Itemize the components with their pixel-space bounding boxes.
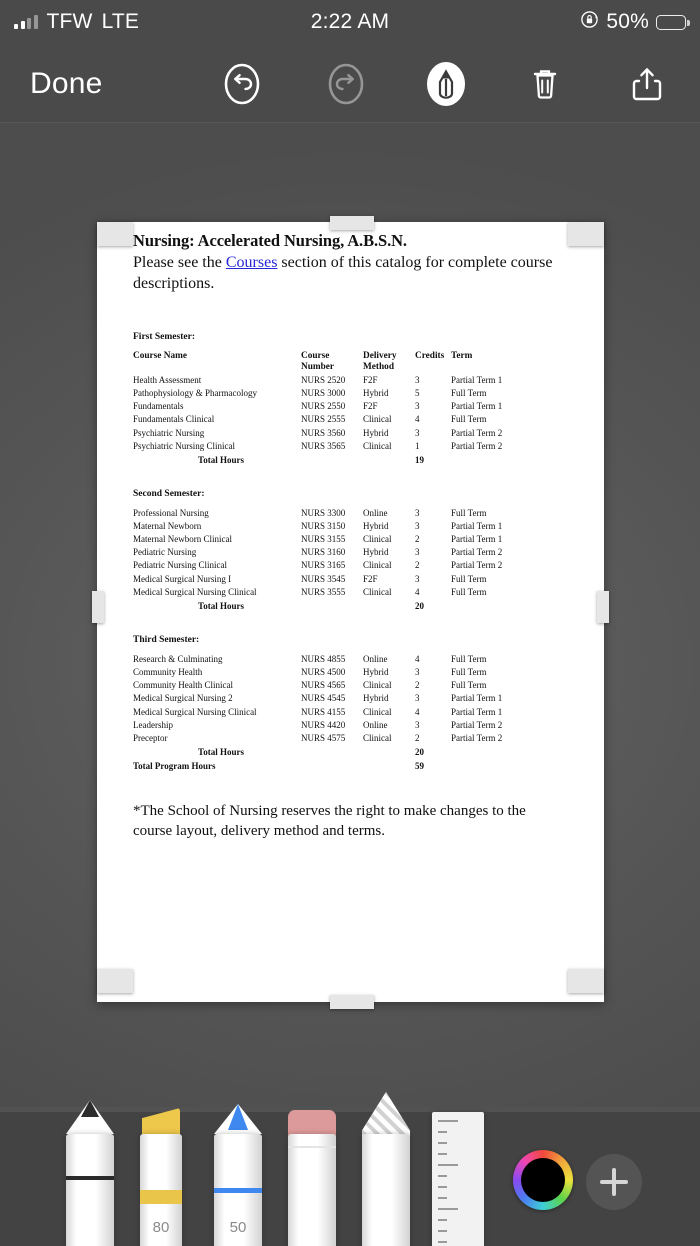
done-button[interactable]: Done (30, 66, 103, 100)
network-type-label: LTE (101, 10, 140, 33)
cell-term: Full Term (451, 654, 487, 665)
cell-course-number: NURS 3160 (301, 547, 346, 558)
table-row (133, 667, 523, 680)
cell-term: Partial Term 1 (451, 521, 503, 532)
table-row (133, 560, 523, 573)
cell-method: Clinical (363, 560, 392, 571)
cell-credits: 3 (415, 693, 420, 704)
course-table-third (133, 654, 523, 774)
col-number-line1: Course (301, 351, 330, 362)
document-content (133, 230, 592, 841)
cell-credits: 3 (415, 547, 420, 558)
col-course-number (301, 351, 363, 375)
cell-term: Partial Term 1 (451, 693, 503, 704)
cell-course-number: NURS 2520 (301, 375, 346, 386)
cell-course-name: Fundamentals Clinical (133, 414, 215, 425)
course-table-first (133, 351, 523, 468)
cell-course-name: Psychiatric Nursing (133, 427, 205, 438)
table-row (133, 573, 523, 586)
table-row (133, 414, 523, 427)
cell-method: Hybrid (363, 667, 389, 678)
cell-course-name: Community Health Clinical (133, 680, 233, 691)
document-title: Nursing: Accelerated Nursing, A.B.S.N. (133, 231, 407, 250)
cell-term: Full Term (451, 667, 487, 678)
cell-course-name: Medical Surgical Nursing I (133, 573, 232, 584)
cell-method: Hybrid (363, 388, 389, 399)
cell-method: F2F (363, 573, 378, 584)
cell-course-name: Medical Surgical Nursing Clinical (133, 706, 257, 717)
table-total-row (133, 599, 523, 613)
crop-handle-top-right[interactable] (568, 222, 604, 246)
cell-method: Clinical (363, 414, 392, 425)
cell-course-name: Pediatric Nursing Clinical (133, 560, 227, 571)
cell-credits: 3 (415, 375, 420, 386)
table-row (133, 547, 523, 560)
table-header-row (133, 351, 523, 375)
cell-credits: 2 (415, 534, 420, 545)
table-row (133, 586, 523, 599)
cell-method: Online (363, 719, 388, 730)
cell-course-number: NURS 3555 (301, 586, 346, 597)
cell-term: Partial Term 2 (451, 732, 503, 743)
cell-course-number: NURS 4855 (301, 654, 346, 665)
cell-credits: 2 (415, 680, 420, 691)
total-hours: 20 (415, 601, 424, 612)
undo-icon[interactable] (215, 57, 269, 111)
ruler-ticks (438, 1120, 464, 1246)
status-bar-right (580, 10, 686, 34)
cell-course-name: Preceptor (133, 732, 168, 743)
carrier-label: TFW (46, 10, 93, 33)
cell-term: Partial Term 2 (451, 719, 503, 730)
table-program-total-row (133, 760, 523, 773)
cell-credits: 4 (415, 414, 420, 425)
course-rows-second (133, 508, 523, 614)
cell-term: Full Term (451, 508, 487, 519)
total-label: Total Hours (198, 455, 244, 466)
marker-tool[interactable] (214, 1134, 262, 1246)
program-total-label: Total Program Hours (133, 760, 216, 771)
course-rows-third (133, 654, 523, 774)
cell-method: Clinical (363, 680, 392, 691)
table-row (133, 521, 523, 534)
tool-list (0, 1112, 700, 1246)
cell-term: Partial Term 2 (451, 427, 503, 438)
course-rows-first (133, 375, 523, 468)
table-row (133, 654, 523, 667)
cell-credits: 3 (415, 573, 420, 584)
table-total-row (133, 453, 523, 467)
col-credits: Credits (415, 351, 445, 362)
table-row (133, 706, 523, 719)
document-canvas[interactable] (0, 123, 700, 1107)
ruler-tool[interactable] (432, 1112, 484, 1246)
cell-course-name: Research & Culminating (133, 654, 223, 665)
col-method-line2: Method (363, 361, 394, 372)
cell-credits: 1 (415, 440, 420, 451)
program-total-hours: 59 (415, 760, 424, 771)
selected-color-swatch (521, 1158, 565, 1202)
cell-method: Clinical (363, 586, 392, 597)
document-intro (133, 253, 563, 294)
highlighter-tool[interactable] (140, 1134, 188, 1246)
cell-credits: 3 (415, 719, 420, 730)
table-row (133, 427, 523, 440)
cell-course-number: NURS 4565 (301, 680, 346, 691)
cell-course-number: NURS 3545 (301, 573, 346, 584)
cell-course-name: Psychiatric Nursing Clinical (133, 440, 235, 451)
cell-method: Clinical (363, 534, 392, 545)
cell-term: Full Term (451, 388, 487, 399)
cell-credits: 2 (415, 732, 420, 743)
highlighter-size-label: 80 (152, 1219, 170, 1236)
cell-term: Partial Term 2 (451, 560, 503, 571)
crop-handle-middle-right[interactable] (597, 591, 609, 623)
cell-method: F2F (363, 375, 378, 386)
cell-credits: 4 (415, 654, 420, 665)
cell-term: Partial Term 1 (451, 401, 503, 412)
cell-course-number: NURS 4575 (301, 732, 346, 743)
cell-method: Hybrid (363, 521, 389, 532)
cell-course-number: NURS 3300 (301, 508, 346, 519)
col-number-line2: Number (301, 361, 335, 372)
markup-tool-palette (0, 1107, 700, 1246)
crop-handle-top-center[interactable] (330, 216, 374, 230)
cell-credits: 3 (415, 427, 420, 438)
table-row (133, 732, 523, 745)
table-row (133, 693, 523, 706)
total-hours: 19 (415, 455, 424, 466)
crop-handle-bottom-left[interactable] (97, 969, 133, 993)
plus-icon-horizontal (600, 1180, 628, 1184)
cell-method: Clinical (363, 732, 392, 743)
cell-method: Online (363, 654, 388, 665)
cell-course-number: NURS 3165 (301, 560, 346, 571)
semester-label-second: Second Semester: (133, 488, 205, 499)
cell-term: Partial Term 1 (451, 706, 503, 717)
markup-top-toolbar (0, 44, 700, 123)
cell-course-name: Maternal Newborn (133, 521, 202, 532)
cell-method: Clinical (363, 706, 392, 717)
cell-credits: 4 (415, 706, 420, 717)
crop-handle-bottom-right[interactable] (568, 969, 604, 993)
cell-course-number: NURS 3560 (301, 427, 346, 438)
pen-tool[interactable] (66, 1134, 114, 1246)
cell-credits: 2 (415, 560, 420, 571)
col-course-name: Course Name (133, 351, 187, 362)
cell-term: Full Term (451, 414, 487, 425)
semester-label-third: Third Semester: (133, 634, 200, 645)
redo-icon (319, 57, 373, 111)
cell-term: Partial Term 2 (451, 440, 503, 451)
cell-credits: 4 (415, 586, 420, 597)
cell-course-name: Medical Surgical Nursing Clinical (133, 586, 257, 597)
cell-method: Hybrid (363, 427, 389, 438)
table-row (133, 680, 523, 693)
color-picker[interactable] (513, 1150, 573, 1210)
cell-term: Partial Term 1 (451, 534, 503, 545)
markup-pen-icon[interactable] (419, 57, 473, 111)
table-row (133, 388, 523, 401)
table-row (133, 401, 523, 414)
clock-label: 2:22 AM (310, 10, 390, 33)
rotation-lock-icon (580, 10, 599, 34)
cell-course-name: Community Health (133, 667, 203, 678)
cell-credits: 5 (415, 388, 420, 399)
crop-handle-bottom-center[interactable] (330, 995, 374, 1009)
cell-method: Hybrid (363, 693, 389, 704)
cell-course-number: NURS 3000 (301, 388, 346, 399)
total-hours: 20 (415, 747, 424, 758)
table-row (133, 440, 523, 453)
intro-text-before: Please see the (133, 254, 226, 272)
cell-course-number: NURS 2550 (301, 401, 346, 412)
col-delivery-method (363, 351, 415, 375)
cell-method: F2F (363, 401, 378, 412)
table-row (133, 375, 523, 388)
eraser-tool[interactable] (288, 1134, 336, 1246)
courses-link[interactable]: Courses (225, 254, 278, 272)
cell-course-name: Maternal Newborn Clinical (133, 534, 232, 545)
semester-label-first: First Semester: (133, 332, 195, 343)
cell-term: Partial Term 1 (451, 375, 503, 386)
status-bar (0, 0, 700, 44)
cell-credits: 3 (415, 401, 420, 412)
cell-course-name: Leadership (133, 719, 173, 730)
marker-size-label: 50 (229, 1219, 247, 1236)
cell-method: Clinical (363, 440, 392, 451)
cell-course-name: Professional Nursing (133, 508, 209, 519)
cell-term: Full Term (451, 680, 487, 691)
cell-course-name: Medical Surgical Nursing 2 (133, 693, 233, 704)
table-row (133, 534, 523, 547)
cell-course-name: Health Assessment (133, 375, 202, 386)
cell-course-number: NURS 4155 (301, 706, 346, 717)
cell-course-name: Fundamentals (133, 401, 184, 412)
cell-term: Full Term (451, 586, 487, 597)
intro-text-after: section of this catalog for complete course descriptions. (133, 254, 553, 292)
crop-handle-top-left[interactable] (97, 222, 133, 246)
cell-term: Full Term (451, 573, 487, 584)
cell-course-number: NURS 4500 (301, 667, 346, 678)
document-page[interactable] (97, 222, 604, 1002)
share-icon[interactable] (620, 57, 674, 111)
battery-icon (656, 15, 686, 30)
course-table-second (133, 508, 523, 614)
cell-credits: 3 (415, 508, 420, 519)
cell-course-number: NURS 4420 (301, 719, 346, 730)
cell-course-number: NURS 3565 (301, 440, 346, 451)
cell-term: Partial Term 2 (451, 547, 503, 558)
trash-icon[interactable] (518, 57, 572, 111)
cell-course-number: NURS 3155 (301, 534, 346, 545)
lasso-tool[interactable] (362, 1134, 410, 1246)
add-tool-button[interactable] (586, 1154, 642, 1210)
col-term: Term (451, 351, 473, 362)
cell-course-number: NURS 4545 (301, 693, 346, 704)
total-label: Total Hours (198, 601, 244, 612)
cell-course-number: NURS 2555 (301, 414, 346, 425)
battery-percent-label: 50% (606, 10, 649, 33)
table-row (133, 508, 523, 521)
cell-method: Hybrid (363, 547, 389, 558)
document-footnote: *The School of Nursing reserves the right to make changes to the course layout, delivery method and terms. (133, 803, 526, 839)
cell-course-name: Pathophysiology & Pharmacology (133, 388, 257, 399)
total-label: Total Hours (198, 747, 244, 758)
table-total-row (133, 745, 523, 759)
crop-handle-middle-left[interactable] (92, 591, 104, 623)
cell-credits: 3 (415, 521, 420, 532)
table-row (133, 719, 523, 732)
cell-credits: 3 (415, 667, 420, 678)
cell-course-name: Pediatric Nursing (133, 547, 197, 558)
col-method-line1: Delivery (363, 351, 397, 362)
cell-course-number: NURS 3150 (301, 521, 346, 532)
cell-method: Online (363, 508, 388, 519)
